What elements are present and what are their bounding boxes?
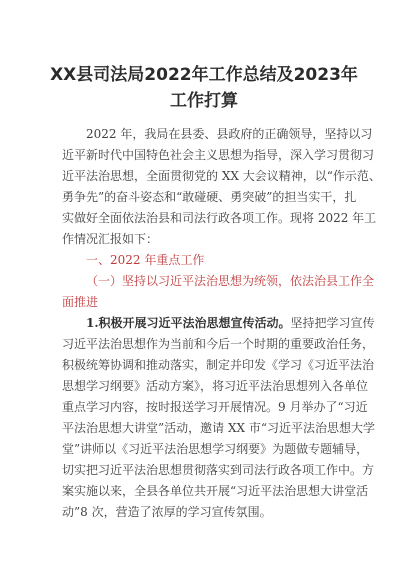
item-line: 动”8 次，营造了浓厚的学习宣传氛围。 [62,505,272,519]
item-line: 坚持把学习宣传 [290,316,375,330]
section-heading: 一、2022 年重点工作 [86,253,205,267]
item-line: 平法治思想大讲堂”活动，邀请 XX 市“习近平法治思想大学 [62,421,375,435]
intro-line: 作情况汇报如下： [62,232,159,246]
intro-line: 2022 年，我局在县委、县政府的正确领导，坚持以习 [86,127,373,141]
item-line: 堂”讲师以《习近平法治思想学习纲要》为题做专题辅导， [62,442,369,456]
item-line: 思想学习纲要》活动方案》，将习近平法治思想列入各单位 [62,379,369,393]
subsection-heading: （一）坚持以习近平法治思想为统领，依法治县工作全 [86,274,375,288]
item-line: 切实把习近平法治思想贯彻落实到司法行政各项工作中。方 [62,463,375,477]
document-body [62,124,381,523]
item-heading: 1.积极开展习近平法治思想宣传活动。 [86,316,291,330]
intro-line: 近平法治思想，全面贯彻党的 XX 大会议精神，以“作示范、 [62,169,381,183]
intro-line: 勇争先”的奋斗姿态和“敢碰硬、勇突破”的担当实干，扎 [62,190,357,204]
document-title-line-2: 工作打算 [170,91,238,111]
intro-line: 近平新时代中国特色社会主义思想为指导，深入学习贯彻习 [62,148,375,162]
document-title-line-1: XX县司法局2022年工作总结及2023年 [50,65,358,85]
intro-line: 实做好全面依法治县和司法行政各项工作。现将 2022 年工 [62,211,377,225]
item-line: 积极统筹协调和推动落实，制定并印发《学习《习近平法治 [62,358,375,372]
item-line: 习近平法治思想作为当前和今后一个时期的重要政治任务， [62,337,375,351]
subsection-heading-cont: 面推进 [62,295,99,309]
item-paragraph-first-line [62,313,375,334]
item-line: 重点学习内容，按时报送学习开展情况。9 月举办了“习近 [62,400,368,414]
item-line: 案实施以来，全县各单位共开展“习近平法治思想大讲堂活 [62,484,369,498]
